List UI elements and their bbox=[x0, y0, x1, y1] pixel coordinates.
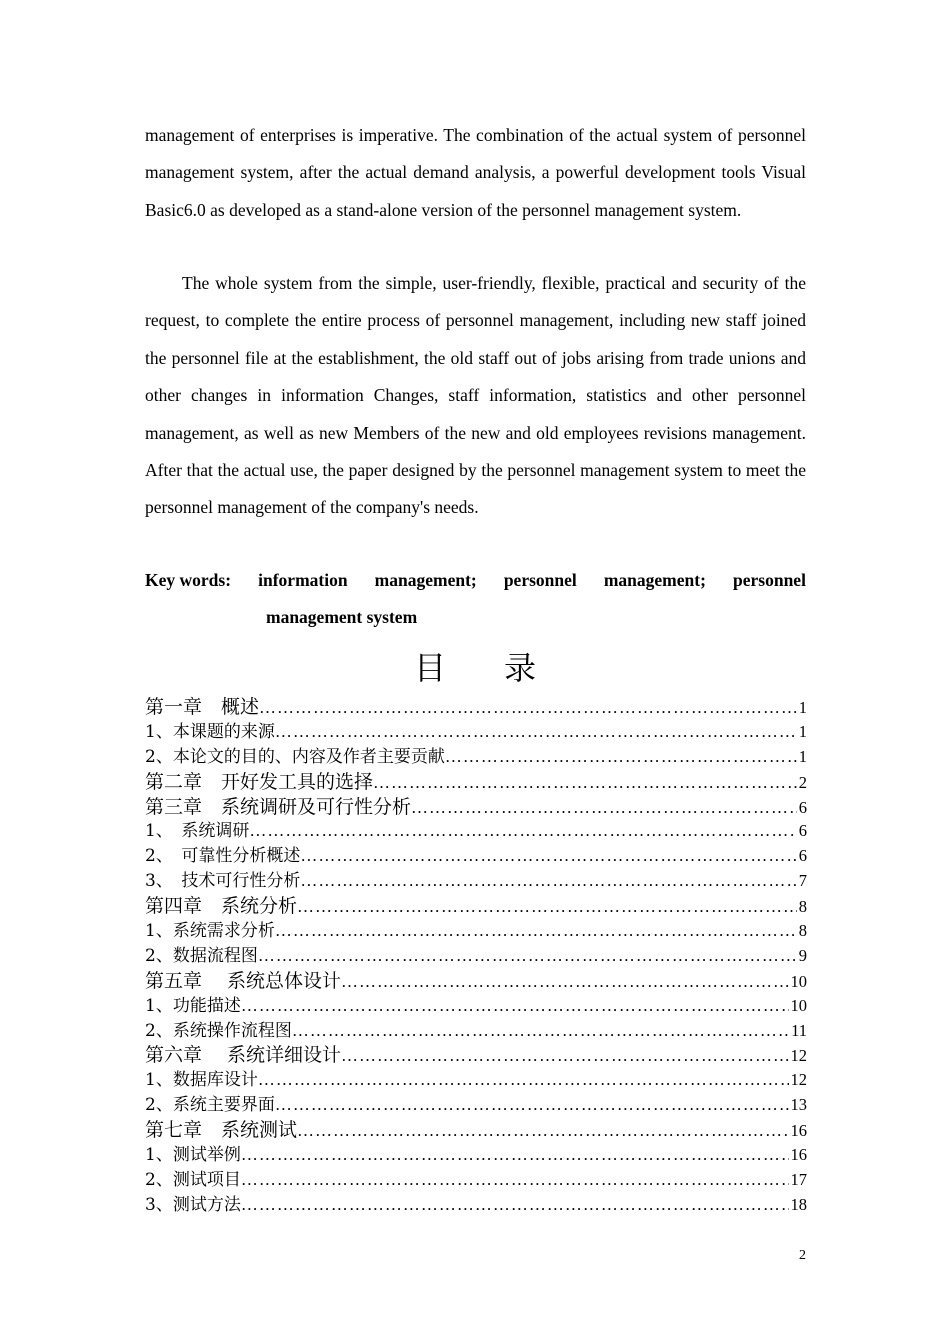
toc-dot-leader bbox=[275, 722, 797, 742]
toc-dot-leader bbox=[241, 1195, 789, 1215]
toc-entry-page: 6 bbox=[798, 797, 807, 817]
toc-chapter-entry bbox=[145, 891, 807, 916]
toc-dot-leader bbox=[258, 1070, 789, 1090]
toc-dot-leader bbox=[241, 996, 789, 1016]
toc-section-entry bbox=[145, 816, 807, 841]
toc-entry-page: 16 bbox=[790, 1145, 807, 1165]
toc-section-entry bbox=[145, 866, 807, 891]
toc-entry-page: 16 bbox=[790, 1121, 807, 1141]
toc-entry-title: 2、系统操作流程图 bbox=[145, 1020, 292, 1041]
toc-entry-page: 12 bbox=[790, 1046, 807, 1066]
toc-entry-page: 12 bbox=[790, 1070, 807, 1090]
toc-entry-page: 17 bbox=[790, 1169, 807, 1189]
toc-dot-leader bbox=[300, 871, 796, 891]
keywords-line-2: management system bbox=[266, 607, 418, 628]
toc-section-entry bbox=[145, 916, 807, 941]
toc-entry-title: 1、功能描述 bbox=[145, 995, 241, 1016]
toc-entry-title: 1、 系统调研 bbox=[145, 821, 250, 842]
toc-entry-page: 10 bbox=[790, 995, 807, 1015]
toc-entry-title: 第五章 系统总体设计 bbox=[145, 969, 342, 992]
toc-dot-leader bbox=[341, 972, 788, 992]
toc-entry-title: 2、系统主要界面 bbox=[145, 1095, 275, 1116]
abstract-paragraph-2: The whole system from the simple, user-friendly, flexible, practical and security of the request, to complete the entire process of personnel management, including new staff joined the personnel file at the establishment, the old staff out of jobs arising from trade unions and other changes in information Changes, staff information, statistics and other personnel management, as well as new Members of the new and old employees revisions management. After that the actual use, the paper designed by the personnel management system to meet the personnel management of the company's needs. bbox=[145, 273, 806, 518]
toc-chapter-entry bbox=[145, 767, 807, 792]
toc-entry-title: 第四章 系统分析 bbox=[145, 895, 298, 918]
toc-entry-page: 8 bbox=[798, 921, 807, 941]
toc-dot-leader bbox=[297, 1121, 788, 1141]
keywords-label: Key words: bbox=[145, 570, 232, 590]
toc-dot-leader bbox=[300, 846, 796, 866]
toc-dot-leader bbox=[241, 1145, 789, 1165]
toc-entry-page: 13 bbox=[790, 1095, 807, 1115]
toc-section-entry bbox=[145, 1190, 807, 1215]
keywords bbox=[145, 562, 806, 637]
keyword-word: personnel bbox=[733, 570, 806, 590]
toc-entry-title: 3、测试方法 bbox=[145, 1194, 241, 1215]
toc-entry-title: 第三章 系统调研及可行性分析 bbox=[145, 795, 412, 818]
abstract-paragraph-1: management of enterprises is imperative. The combination of the actual system of personnel management system, after the actual demand analysis, a powerful development tools Visual Basic6.0 as developed as a stand-alone version of the personnel management system. bbox=[145, 125, 806, 220]
toc-chapter-entry bbox=[145, 792, 807, 817]
toc-title: 目录 bbox=[413, 649, 594, 687]
toc-dot-leader bbox=[297, 897, 797, 917]
toc-entry-title: 1、测试举例 bbox=[145, 1145, 241, 1166]
toc-entry-title: 2、 可靠性分析概述 bbox=[145, 846, 301, 867]
toc-entry-title: 2、本论文的目的、内容及作者主要贡献 bbox=[145, 746, 445, 767]
toc-entry-title: 1、数据库设计 bbox=[145, 1070, 258, 1091]
toc-dot-leader bbox=[259, 698, 797, 718]
toc-entry-title: 2、数据流程图 bbox=[145, 945, 258, 966]
toc-entry-title: 第一章 概述 bbox=[145, 696, 260, 718]
keyword-word: personnel bbox=[503, 570, 577, 590]
keyword-word: management; bbox=[374, 570, 477, 590]
toc-entry-title: 1、系统需求分析 bbox=[145, 921, 275, 942]
toc-entry-page: 1 bbox=[798, 746, 807, 766]
toc-entry-page: 7 bbox=[798, 871, 807, 891]
toc-section-entry bbox=[145, 1090, 807, 1115]
table-of-contents bbox=[145, 692, 807, 1215]
toc-entry-page: 1 bbox=[798, 698, 807, 717]
toc-dot-leader bbox=[275, 921, 797, 941]
toc-entry-page: 10 bbox=[790, 971, 807, 991]
toc-section-entry bbox=[145, 1016, 807, 1041]
toc-entry-page: 2 bbox=[798, 772, 807, 792]
toc-dot-leader bbox=[292, 1021, 789, 1041]
toc-chapter-entry bbox=[145, 1115, 807, 1140]
toc-entry-page: 6 bbox=[798, 846, 807, 866]
toc-entry-page: 9 bbox=[798, 945, 807, 965]
toc-entry-title: 第六章 系统详细设计 bbox=[145, 1044, 342, 1067]
toc-entry-title: 第二章 开好发工具的选择 bbox=[145, 770, 374, 793]
keyword-word: management; bbox=[603, 570, 706, 590]
toc-entry-page: 18 bbox=[790, 1194, 807, 1214]
toc-dot-leader bbox=[258, 946, 797, 966]
toc-dot-leader bbox=[411, 798, 797, 818]
toc-entry-page: 8 bbox=[798, 897, 807, 917]
toc-dot-leader bbox=[445, 747, 797, 767]
toc-section-entry bbox=[145, 717, 807, 742]
toc-section-entry bbox=[145, 1140, 807, 1165]
toc-section-entry bbox=[145, 991, 807, 1016]
toc-entry-title: 3、 技术可行性分析 bbox=[145, 871, 301, 892]
keywords-line-1 bbox=[145, 562, 806, 599]
toc-entry-title: 2、测试项目 bbox=[145, 1169, 241, 1190]
toc-section-entry bbox=[145, 742, 807, 767]
toc-chapter-entry bbox=[145, 966, 807, 991]
toc-entry-title: 第七章 系统测试 bbox=[145, 1119, 298, 1142]
toc-section-entry bbox=[145, 941, 807, 966]
page-number: 2 bbox=[799, 1248, 806, 1263]
toc-dot-leader bbox=[275, 1095, 789, 1115]
toc-section-entry bbox=[145, 841, 807, 866]
toc-chapter-entry bbox=[145, 1040, 807, 1065]
toc-dot-leader bbox=[241, 1170, 789, 1190]
toc-dot-leader bbox=[249, 821, 796, 841]
toc-dot-leader bbox=[373, 773, 797, 793]
toc-entry-page: 6 bbox=[798, 821, 807, 841]
toc-chapter-entry bbox=[145, 692, 807, 717]
toc-section-entry bbox=[145, 1065, 807, 1090]
keyword-word: information bbox=[258, 570, 348, 590]
toc-entry-page: 11 bbox=[791, 1020, 807, 1040]
toc-section-entry bbox=[145, 1165, 807, 1190]
toc-entry-title: 1、本课题的来源 bbox=[145, 721, 275, 742]
toc-dot-leader bbox=[341, 1046, 788, 1066]
toc-entry-page: 1 bbox=[798, 721, 807, 741]
